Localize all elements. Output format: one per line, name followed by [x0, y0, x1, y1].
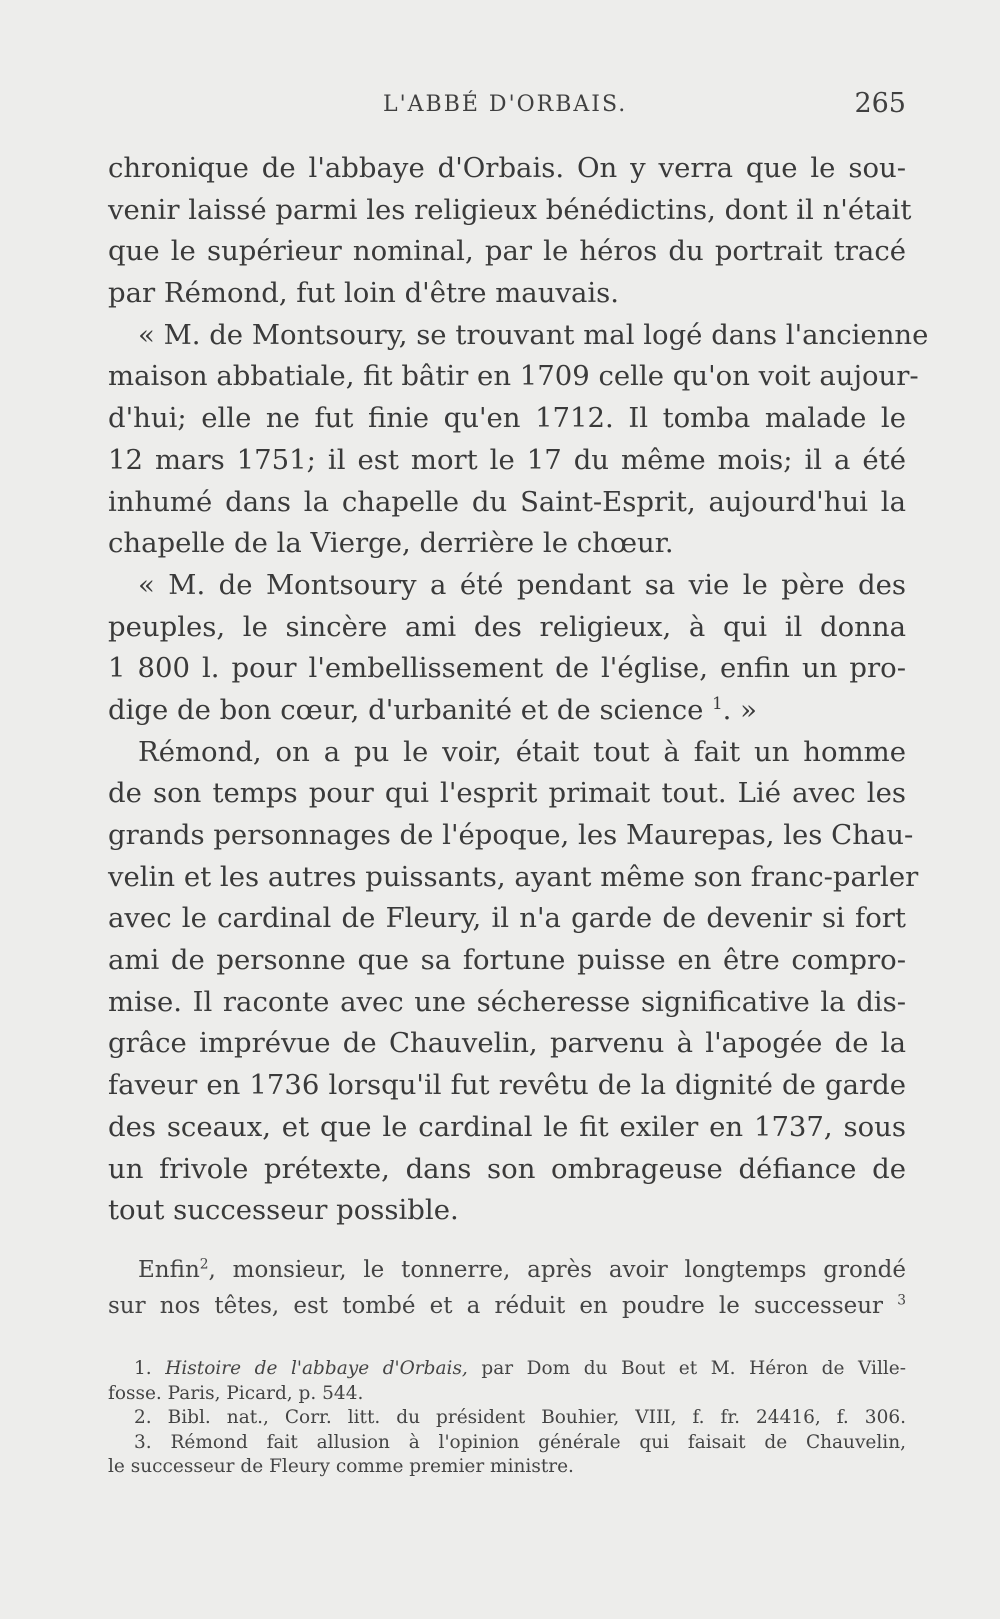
- text-line: chapelle de la Vierge, derrière le chœur.: [108, 527, 674, 560]
- footnote-3-cont: le successeur de Fleury comme premier ministre.: [108, 1456, 574, 1478]
- footnotes: [108, 1357, 906, 1480]
- text-line: avec le cardinal de Fleury, il n'a garde de devenir si fort: [108, 902, 906, 935]
- text-line: par Rémond, fut loin d'être mauvais.: [108, 277, 619, 310]
- text-line: un frivole prétexte, dans son ombrageuse défiance de: [108, 1152, 906, 1185]
- text-line: de son temps pour qui l'esprit primait tout. Lié avec les: [108, 777, 906, 810]
- quoted-letter: [108, 1252, 906, 1324]
- text-line: 12 mars 1751; il est mort le 17 du même mois; il a été: [108, 443, 906, 476]
- text-line: [108, 690, 906, 732]
- footnote-3: 3. Rémond fait allusion à l'opinion générale qui faisait de Chauvelin,: [134, 1431, 906, 1453]
- footnote-ref: 3: [897, 1292, 906, 1309]
- page-header: [108, 88, 906, 132]
- text-line-content: dige de bon cœur, d'urbanité et de science: [108, 693, 704, 726]
- page-number: 265: [854, 88, 906, 119]
- text-line: peuples, le sincère ami des religieux, à qui il donna: [108, 610, 906, 643]
- text-line: tout successeur possible.: [108, 1194, 459, 1227]
- quote-close: . »: [722, 693, 757, 726]
- footnote-ref: 1: [712, 693, 723, 713]
- cited-title: Histoire de l'abbaye d'Orbais,: [165, 1358, 468, 1379]
- body-text: [108, 148, 929, 1232]
- text-line: chronique de l'abbaye d'Orbais. On y verra que le sou-: [108, 152, 906, 184]
- running-title: L'ABBÉ D'ORBAIS.: [383, 92, 628, 117]
- text-line: « M. de Montsoury, se trouvant mal logé dans l'ancienne: [138, 318, 929, 351]
- footnote-2: 2. Bibl. nat., Corr. litt. du président Bouhier, VIII, f. fr. 24416, f. 306.: [134, 1407, 906, 1429]
- letter-line: sur nos têtes, est tombé et a réduit en poudre le successeur $^3$: [108, 1292, 906, 1319]
- text-line: ami de personne que sa fortune puisse en être compro-: [108, 944, 906, 977]
- letter-line: Enfin$^2$, monsieur, le tonnerre, après avoir longtemps grondé: [138, 1256, 906, 1283]
- text-line: que le supérieur nominal, par le héros du portrait tracé: [108, 235, 906, 268]
- text-line: d'hui; elle ne fut finie qu'en 1712. Il tomba malade le: [108, 402, 906, 435]
- text-line: maison abbatiale, fit bâtir en 1709 celle qu'on voit aujour-: [108, 360, 919, 393]
- footnote-1-cont: fosse. Paris, Picard, p. 544.: [108, 1382, 364, 1404]
- footnote-1: 1. Histoire de l'abbaye d'Orbais, par Dom du Bout et M. Héron de Ville-: [134, 1358, 907, 1379]
- text-line: venir laissé parmi les religieux bénédictins, dont il n'était: [108, 193, 912, 226]
- text-line: Rémond, on a pu le voir, était tout à fait un homme: [138, 735, 906, 768]
- text-line: « M. de Montsoury a été pendant sa vie le père des: [138, 568, 906, 601]
- text-line: velin et les autres puissants, ayant même son franc-parler: [108, 860, 919, 893]
- text-line: grâce imprévue de Chauvelin, parvenu à l'apogée de la: [108, 1027, 906, 1060]
- text-line: 1 800 l. pour l'embellissement de l'église, enfin un pro-: [108, 652, 906, 685]
- footnote-ref: 2: [199, 1256, 209, 1273]
- text-line: mise. Il raconte avec une sécheresse significative la dis-: [108, 985, 906, 1018]
- text-line: grands personnages de l'époque, les Maurepas, les Chau-: [108, 819, 914, 851]
- text-line: faveur en 1736 lorsqu'il fut revêtu de la dignité de garde: [108, 1069, 906, 1102]
- text-line: des sceaux, et que le cardinal le fit exiler en 1737, sous: [108, 1110, 906, 1143]
- text-line: inhumé dans la chapelle du Saint-Esprit, aujourd'hui la: [108, 485, 906, 518]
